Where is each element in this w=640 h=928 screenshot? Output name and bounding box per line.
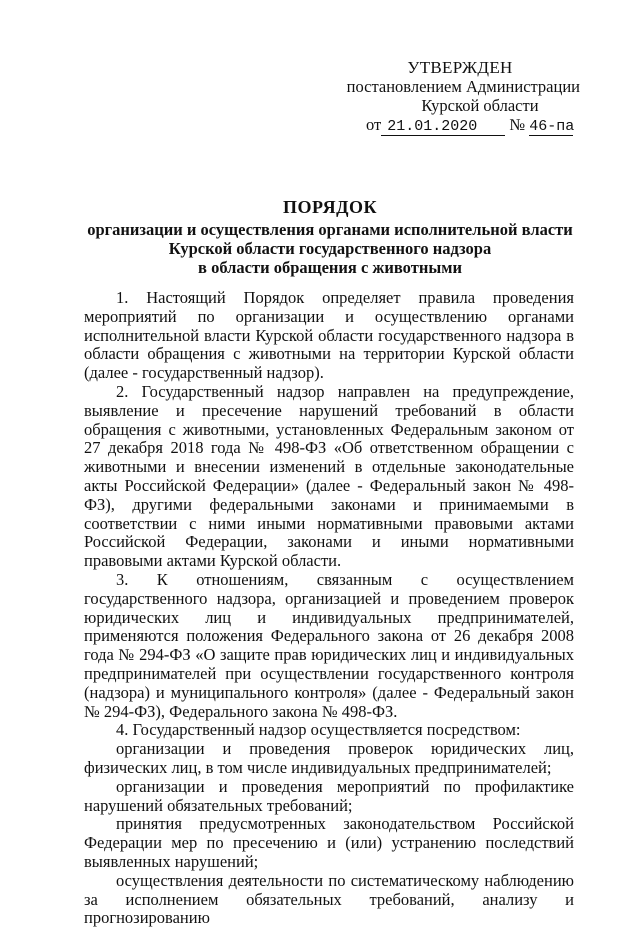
document-title: ПОРЯДОК [282, 197, 378, 217]
approval-decree-line: постановлением Администрации [346, 77, 580, 96]
heading-line-3: в области обращения с животными [198, 258, 462, 277]
approval-date-line [340, 115, 580, 136]
list-item-measures: принятия предусмотренных законодательством Российской Федерации мер по пресечению и (или) устранению последствий выявленных нарушений; [84, 814, 574, 871]
document-body [84, 289, 574, 928]
approval-number-label: № [509, 115, 526, 134]
list-item-inspections: организации и проведения проверок юридических лиц, физических лиц, в том числе индивидуальных предпринимателей; [84, 739, 574, 777]
approval-title: УТВЕРЖДЕН [407, 58, 513, 77]
heading-line-2: Курской области государственного надзора [168, 239, 492, 258]
paragraph-3: 3. К отношениям, связанным с осуществлением государственного надзора, организацией и проведением проверок юридических лиц и индивидуальных предпринимателей, применяются положения Федерального закона от 26 декабря 2008 года № 294-ФЗ «О защите прав юридических лиц и индивидуальных предпринимателей при осуществлении государственного контроля (надзора) и муниципального контроля» (далее - Федеральный закон № 294-ФЗ), Федерального закона № 498-ФЗ. [84, 569, 574, 721]
paragraph-1: 1. Настоящий Порядок определяет правила проведения мероприятий по организации и осуществлению органами исполнительной власти Курской области государственного надзора в области обращения с животными на территории Курской области (далее - государственный надзор). [84, 288, 574, 383]
list-item-prevention: организации и проведения мероприятий по профилактике нарушений обязательных требований; [84, 776, 574, 815]
document-heading [60, 198, 600, 277]
paragraph-2: 2. Государственный надзор направлен на предупреждение, выявление и пресечение нарушений требований в области обращения с животными, установленных Федеральным законом от 27 декабря 2018 года № 498-ФЗ «Об ответственном обращении с животными и внесении изменений в отдельные законодательные акты Российской Федерации» (далее - Федеральный закон № 498-ФЗ), другими федеральными законами и принимаемыми в соответствии с ними иными нормативными правовыми актами Российской Федерации, законами и иными нормативными правовыми актами Курской области. [84, 381, 574, 571]
heading-line-1: организации и осуществления органами исполнительной власти [87, 220, 573, 239]
approval-region-line: Курской области [421, 96, 539, 115]
list-item-monitoring: осуществления деятельности по систематическому наблюдению за исполнением обязательных требований, анализу и прогнозированию [84, 870, 574, 928]
approval-from-label: от [366, 115, 382, 134]
approval-stamp [340, 58, 580, 136]
paragraph-4: 4. Государственный надзор осуществляется посредством: [116, 720, 521, 740]
approval-date: 21.01.2020 [381, 118, 505, 136]
approval-number: 46-па [529, 118, 575, 135]
